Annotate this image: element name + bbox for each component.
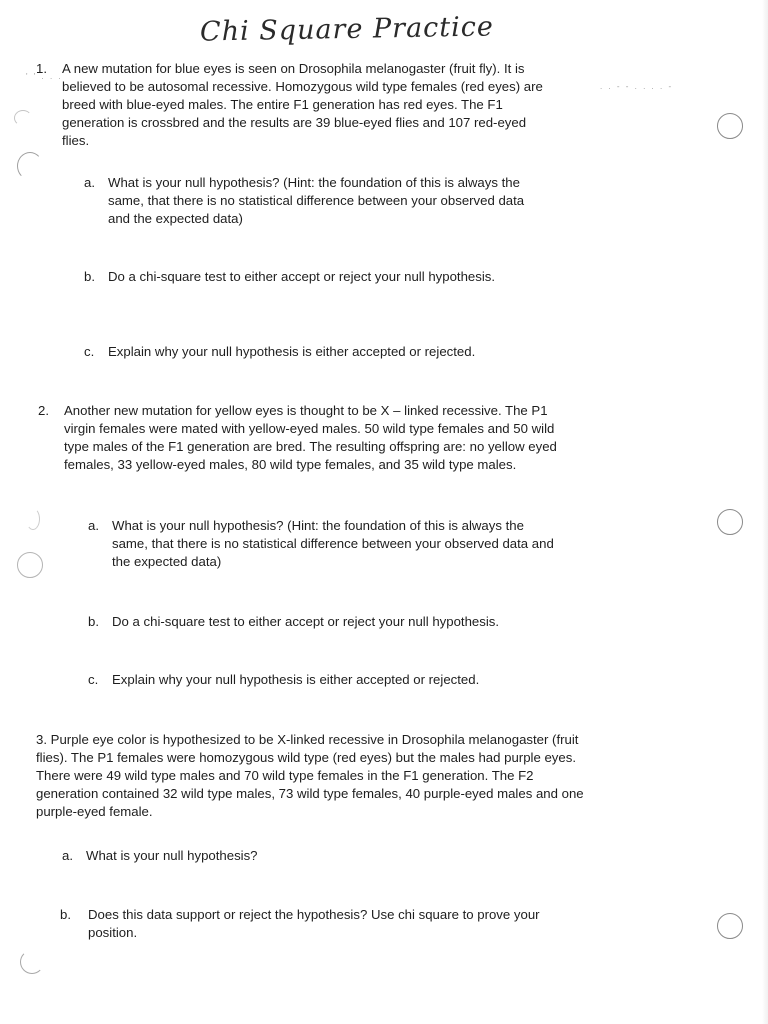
question-2-part-a xyxy=(88,517,557,571)
question-2-part-c xyxy=(88,671,562,689)
question-2-part-b-text: Do a chi-square test to either accept or reject your null hypothesis. xyxy=(112,614,500,629)
binder-hole-right-1 xyxy=(717,113,743,139)
question-1-part-b-letter: b. xyxy=(84,269,95,284)
question-3-part-b-letter: b. xyxy=(60,907,71,922)
page-title: Chi Square Practice xyxy=(199,11,495,48)
question-2-part-b xyxy=(88,613,562,631)
question-3-part-a-text: What is your null hypothesis? xyxy=(86,848,258,863)
binder-hole-right-2 xyxy=(717,509,743,535)
question-2 xyxy=(38,402,564,474)
question-2-part-c-text: Explain why your null hypothesis is either accepted or rejected. xyxy=(112,672,480,687)
question-1-part-a-text: What is your null hypothesis? (Hint: the foundation of this is always the same, that there is no statistical difference between your observed data and the expected data) xyxy=(108,175,525,226)
question-2-part-c-letter: c. xyxy=(88,672,99,687)
question-3-part-a xyxy=(62,847,536,865)
question-3-part-b xyxy=(60,906,578,942)
question-1-part-a xyxy=(84,174,548,228)
binder-hole-right-3 xyxy=(717,913,743,939)
question-2-text: Another new mutation for yellow eyes is thought to be X – linked recessive. The P1 virgin females were mated with yellow-eyed males. 50 wild type females and 50 wild type males of the F1 generation are bred. The resulting offspring are: no yellow eyed females, 33 yellow-eyed males, 80 wild type females, and 35 wild type males. xyxy=(64,403,557,472)
question-1-part-b-text: Do a chi-square test to either accept or reject your null hypothesis. xyxy=(108,269,496,284)
question-1-part-b xyxy=(84,268,558,286)
binder-hole-left-1 xyxy=(17,152,43,180)
question-2-part-b-letter: b. xyxy=(88,614,99,629)
binder-hole-left-4 xyxy=(14,110,32,126)
question-1-part-a-letter: a. xyxy=(84,175,95,190)
scan-edge-shadow xyxy=(762,0,768,1024)
question-1 xyxy=(36,60,552,150)
scan-specks-left: ' ' . . . xyxy=(26,72,63,81)
binder-hole-left-2 xyxy=(17,552,43,578)
binder-hole-left-5 xyxy=(26,508,40,530)
scan-specks-top-right: . . - - . . . . - xyxy=(600,82,674,91)
question-3-text: Purple eye color is hypothesized to be X-linked recessive in Drosophila melanogaster (fruit flies). The P1 females were homozygous wild type (red eyes) but the males had purple eyes. There were 49 wild type males and 70 wild type females in the F1 generation. The F2 generation contained 32 wild type males, 73 wild type females, 40 purple-eyed males and one purple-eyed female. xyxy=(36,732,584,819)
question-3-part-a-letter: a. xyxy=(62,848,73,863)
question-2-part-a-letter: a. xyxy=(88,518,99,533)
question-1-part-c-letter: c. xyxy=(84,344,95,359)
question-2-part-a-text: What is your null hypothesis? (Hint: the foundation of this is always the same, that there is no statistical difference between your observed data and the expected data) xyxy=(112,518,554,569)
question-3-part-b-text: Does this data support or reject the hypothesis? Use chi square to prove your position. xyxy=(88,907,540,940)
question-3-number: 3. xyxy=(36,732,47,747)
question-2-number: 2. xyxy=(38,403,49,418)
question-3 xyxy=(36,731,591,821)
question-1-part-c-text: Explain why your null hypothesis is either accepted or rejected. xyxy=(108,344,476,359)
binder-hole-left-3 xyxy=(20,950,44,974)
question-1-text: A new mutation for blue eyes is seen on Drosophila melanogaster (fruit fly). It is believed to be autosomal recessive. Homozygous wild type females (red eyes) are breed with blue-eyed males. The entire F1 generation has red eyes. The F1 generation is crossbred and the results are 39 blue-eyed flies and 107 red-eyed flies. xyxy=(62,61,543,148)
question-1-number: 1. xyxy=(36,61,47,76)
question-1-part-c xyxy=(84,343,558,361)
